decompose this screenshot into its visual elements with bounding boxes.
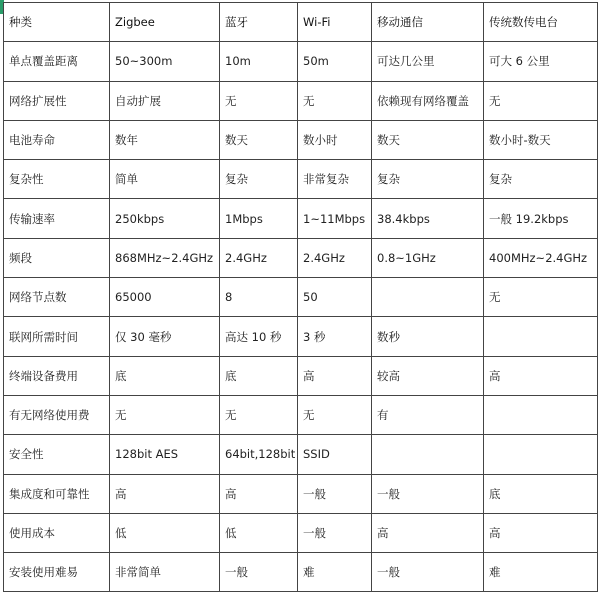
row-label-cell: 频段 — [4, 238, 110, 277]
cell-radio — [484, 317, 598, 356]
table-row — [4, 317, 598, 356]
cell-wifi: 高 — [298, 356, 372, 395]
row-label-cell: 网络节点数 — [4, 278, 110, 317]
header-cell-zigbee: Zigbee — [110, 3, 220, 42]
cell-radio: 可大 6 公里 — [484, 42, 598, 81]
cell-mobile: 复杂 — [372, 160, 484, 199]
cell-wifi: 50m — [298, 42, 372, 81]
cell-radio: 无 — [484, 278, 598, 317]
cell-zigbee: 仅 30 毫秒 — [110, 317, 220, 356]
cell-bluetooth: 底 — [220, 356, 298, 395]
cell-bluetooth: 复杂 — [220, 160, 298, 199]
header-cell-radio: 传统数传电台 — [484, 3, 598, 42]
comparison-sheet — [3, 2, 598, 592]
cell-zigbee: 自动扩展 — [110, 81, 220, 120]
cell-mobile: 一般 — [372, 553, 484, 592]
cell-zigbee: 低 — [110, 513, 220, 552]
table-row — [4, 395, 598, 434]
header-cell-wifi: Wi-Fi — [298, 3, 372, 42]
cell-radio: 高 — [484, 356, 598, 395]
header-cell-mobile: 移动通信 — [372, 3, 484, 42]
cell-bluetooth: 高 — [220, 474, 298, 513]
cell-wifi: 3 秒 — [298, 317, 372, 356]
cell-zigbee: 无 — [110, 395, 220, 434]
cell-bluetooth: 无 — [220, 395, 298, 434]
cell-bluetooth: 2.4GHz — [220, 238, 298, 277]
table-row — [4, 553, 598, 592]
cell-mobile: 数天 — [372, 120, 484, 159]
cell-bluetooth: 1Mbps — [220, 199, 298, 238]
table-row — [4, 278, 598, 317]
table-row — [4, 81, 598, 120]
row-label-cell: 有无网络使用费 — [4, 395, 110, 434]
cell-mobile: 0.8~1GHz — [372, 238, 484, 277]
cell-wifi: 1~11Mbps — [298, 199, 372, 238]
cell-mobile: 有 — [372, 395, 484, 434]
cell-radio: 难 — [484, 553, 598, 592]
cell-radio: 数小时-数天 — [484, 120, 598, 159]
row-label-cell: 安全性 — [4, 435, 110, 474]
cell-mobile — [372, 278, 484, 317]
cell-bluetooth: 无 — [220, 81, 298, 120]
header-cell-row-label: 种类 — [4, 3, 110, 42]
cell-mobile: 数秒 — [372, 317, 484, 356]
row-label-cell: 网络扩展性 — [4, 81, 110, 120]
cell-radio — [484, 395, 598, 434]
wireless-comparison-table — [3, 2, 598, 592]
table-row — [4, 238, 598, 277]
cell-mobile: 一般 — [372, 474, 484, 513]
cell-bluetooth: 数天 — [220, 120, 298, 159]
cell-bluetooth: 高达 10 秒 — [220, 317, 298, 356]
cell-bluetooth: 64bit,128bit — [220, 435, 298, 474]
cell-mobile: 可达几公里 — [372, 42, 484, 81]
cell-bluetooth: 8 — [220, 278, 298, 317]
row-label-cell: 联网所需时间 — [4, 317, 110, 356]
cell-zigbee: 底 — [110, 356, 220, 395]
row-label-cell: 电池寿命 — [4, 120, 110, 159]
cell-zigbee: 250kbps — [110, 199, 220, 238]
cell-wifi: SSID — [298, 435, 372, 474]
cell-radio: 一般 19.2kbps — [484, 199, 598, 238]
table-row — [4, 435, 598, 474]
cell-wifi: 无 — [298, 81, 372, 120]
row-label-cell: 安装使用难易 — [4, 553, 110, 592]
cell-zigbee: 65000 — [110, 278, 220, 317]
cell-bluetooth: 一般 — [220, 553, 298, 592]
cell-mobile: 依赖现有网络覆盖 — [372, 81, 484, 120]
header-row — [4, 3, 598, 42]
table-row — [4, 513, 598, 552]
cell-zigbee: 128bit AES — [110, 435, 220, 474]
cell-wifi: 一般 — [298, 513, 372, 552]
cell-zigbee: 50~300m — [110, 42, 220, 81]
row-label-cell: 传输速率 — [4, 199, 110, 238]
cell-mobile — [372, 435, 484, 474]
cell-wifi: 数小时 — [298, 120, 372, 159]
row-label-cell: 使用成本 — [4, 513, 110, 552]
table-row — [4, 474, 598, 513]
cell-mobile: 较高 — [372, 356, 484, 395]
cell-wifi: 无 — [298, 395, 372, 434]
cell-wifi: 一般 — [298, 474, 372, 513]
table-row — [4, 120, 598, 159]
cell-wifi: 50 — [298, 278, 372, 317]
cell-mobile: 38.4kbps — [372, 199, 484, 238]
cell-zigbee: 非常简单 — [110, 553, 220, 592]
table-row — [4, 160, 598, 199]
cell-bluetooth: 10m — [220, 42, 298, 81]
cell-zigbee: 高 — [110, 474, 220, 513]
cell-radio: 高 — [484, 513, 598, 552]
table-row — [4, 356, 598, 395]
cell-wifi: 2.4GHz — [298, 238, 372, 277]
table-row — [4, 199, 598, 238]
cell-mobile: 高 — [372, 513, 484, 552]
header-cell-bluetooth: 蓝牙 — [220, 3, 298, 42]
cell-wifi: 难 — [298, 553, 372, 592]
row-label-cell: 复杂性 — [4, 160, 110, 199]
row-label-cell: 终端设备费用 — [4, 356, 110, 395]
cell-radio: 400MHz~2.4GHz — [484, 238, 598, 277]
row-label-cell: 单点覆盖距离 — [4, 42, 110, 81]
cell-radio: 复杂 — [484, 160, 598, 199]
table-row — [4, 42, 598, 81]
cell-radio: 底 — [484, 474, 598, 513]
cell-zigbee: 数年 — [110, 120, 220, 159]
cell-wifi: 非常复杂 — [298, 160, 372, 199]
cell-zigbee: 868MHz~2.4GHz — [110, 238, 220, 277]
cell-zigbee: 简单 — [110, 160, 220, 199]
row-label-cell: 集成度和可靠性 — [4, 474, 110, 513]
cell-radio: 无 — [484, 81, 598, 120]
cell-bluetooth: 低 — [220, 513, 298, 552]
cell-radio — [484, 435, 598, 474]
